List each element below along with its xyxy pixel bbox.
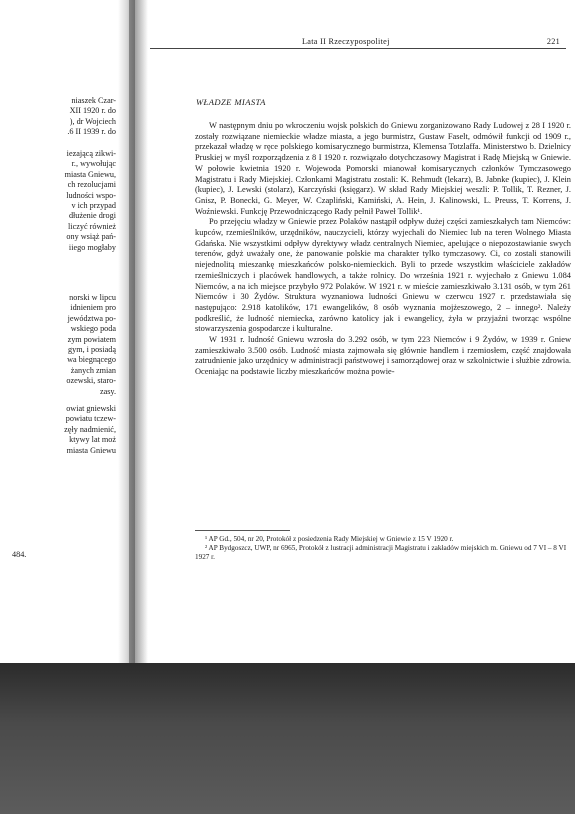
left-text-line: powiatu tczew- (65, 414, 116, 424)
left-text-block-1 (0, 96, 120, 138)
left-text-block-2 (0, 149, 120, 253)
left-text-line: ludności wspo- (66, 190, 116, 200)
paragraph: Po przejęciu władzy w Gniewie przez Polaków nastąpił odpływ dużej części zamieszkałych tam Niemców: kupców, rzemieślników, urzędników, nauczycieli, którzy wyjechali do Niemiec lub na teren Wolnego Miasta Gdańska. Nie wszystkimi odpływ dyrektywy władz centralnych Niemiec, apelujące o niepozostawianie swych terenów, gdyż uważały one, że panowanie polskie ma charakter tylko tymczasowy. Ci, co zostali stanowili niejednolitą mieszankę mieszkańców polsko-niemieckich. Byli to przede wszystkim właściciele zakładów rzemieślniczych i placówek handlowych, a także rolnicy. Do września 1921 r. wyjechało z Gniewu 1.084 Niemców, a na ich miejsce przybyło 972 Polaków. W 1921 r. w mieście zamieszkiwało 3.131 osób, w tym 261 Niemców i 30 Żydów. Struktura wyznaniowa ludności Gniewu w czerwcu 1927 r. przedstawiała się następująco: 2.918 katolików, 171 ewangelików, 8 osób wyznania mojżeszowego, 2 – innego². Należy podkreślić, że ludność niemiecka, zarówno katolicy jak i ewangelicy, żyła w przyjaźni tworząc wspólne stowarzyszenia gospodarcze i kulturalne. (195, 217, 571, 334)
left-page-fragment (0, 0, 120, 663)
footnotes (195, 535, 571, 563)
left-text-line: ktywy lat moż (69, 435, 116, 445)
section-title: WŁADZE MIASTA (196, 97, 266, 107)
paragraph: W 1931 r. ludność Gniewu wzrosła do 3.292 osób, w tym 223 Niemców i 9 Żydów, w 1939 r. Gniew zamieszkiwało 3.500 osób. Ludność miasta zajmowała się głównie handlem i rzemiosłem, część znajdowała zatrudnienie jako urzędnicy w administracji państwowej i samorządowej oraz w szkolnictwie i służbie zdrowia. Oceniając na podstawie liczby mieszkańców można powie- (195, 335, 571, 377)
running-header (150, 34, 566, 49)
left-page-number: 484. (12, 550, 27, 559)
left-text-block-3 (0, 293, 120, 397)
left-text-line: jewództwa po- (67, 313, 116, 323)
paragraph: W następnym dniu po wkroczeniu wojsk polskich do Gniewu zorganizowano Rady Ludowej z 28 I 1920 r. zostały rozwiązane niemieckie władze miasta, a jego burmistrz, Gustaw Faselt, odmówił funkcji od 1909 r., przekazał władzę w ręce polskiego komisarycznego burmistrza, Klemensa Totzlaffa. Ministerstwo b. Dzielnicy Pruskiej w myśl rozporządzenia z 8 I 1920 r. rozwiązało dotychczasowy Magistrat i Radę Miejską w Gniewie. W połowie kwietnia 1920 r. Wojewoda Pomorski mianował komisarycznych członków Tymczasowego Magistratu i Rady Miejskiej. Członkami Magistratu zostali: K. Rehmudt (lekarz), B. Jabnke (kupiec), J. Klein (kupiec), J. Lewski (stolarz), Karczyński (księgarz). W skład Rady Miejskiej weszli: P. Tollik, T. Rezner, J. Gnisz, P. Bonecki, G. Meyer, W. Czapliński, Kamiński, A. Hein, J. Kalinowski, L. Preuss, T. Korrens, J. Woźniewski. Funkcję Przewodniczącego Rady pełnił Paweł Tollik¹. (195, 121, 571, 216)
left-text-line: ozewski, staro- (66, 376, 116, 386)
footnote: ¹ AP Gd., 504, nr 20, Protokół z posiedzenia Rady Miejskiej w Gniewie z 15 V 1920 r. (205, 535, 454, 543)
left-text-line: iezającą zikwi- (66, 149, 116, 158)
page-number: 221 (546, 37, 560, 46)
left-text-line: miasta Gniewu (66, 445, 116, 455)
left-text-line: żanych zmian (70, 365, 116, 375)
left-text-line: niaszek Czar- (71, 96, 116, 105)
left-text-line: wskiego poda (70, 324, 116, 334)
scanner-background (0, 663, 575, 814)
left-text-line: dłużenie drogi (68, 211, 116, 221)
body-text (195, 121, 571, 378)
left-text-line: v ich przypad (71, 201, 116, 211)
running-header-title: Lata II Rzeczypospolitej (302, 37, 390, 46)
left-text-line: iiego mogłaby (68, 242, 116, 252)
left-text-line: zasy. (99, 386, 116, 396)
left-text-line: liczyć również (68, 221, 116, 231)
binding-crease (129, 0, 135, 663)
left-text-line: ch rezolucjami (67, 180, 116, 190)
left-text-line: wa biegnącego (67, 355, 116, 365)
left-text-line: ), dr Wojciech (69, 116, 116, 126)
left-text-line: zym powiatem (67, 334, 116, 344)
left-text-line: .6 II 1939 r. do (67, 127, 116, 137)
left-text-block-4 (0, 404, 120, 456)
left-text-line: zęły nadmienić, (64, 424, 116, 434)
footnote: ² AP Bydgoszcz, UWP, nr 6965, Protokół z lustracji administracji Magistratu i zakładów miejskich m. Gniewu od 7 VI – 8 VI 1927 r. (195, 544, 567, 562)
left-text-line: norski w lipcu (69, 293, 116, 302)
left-text-line: idnieniem pro (70, 303, 116, 313)
left-text-line: XII 1920 r. do (69, 106, 116, 116)
right-page (150, 0, 575, 663)
left-text-line: r., wywołując (71, 159, 116, 169)
footnote-rule (195, 530, 290, 531)
left-text-line: ony wsiąż pań- (66, 232, 116, 242)
left-text-line: owiat gniewski (66, 404, 116, 413)
left-text-line: gym, i posiadą (68, 345, 116, 355)
left-text-line: miasta Gniewu, (64, 169, 116, 179)
